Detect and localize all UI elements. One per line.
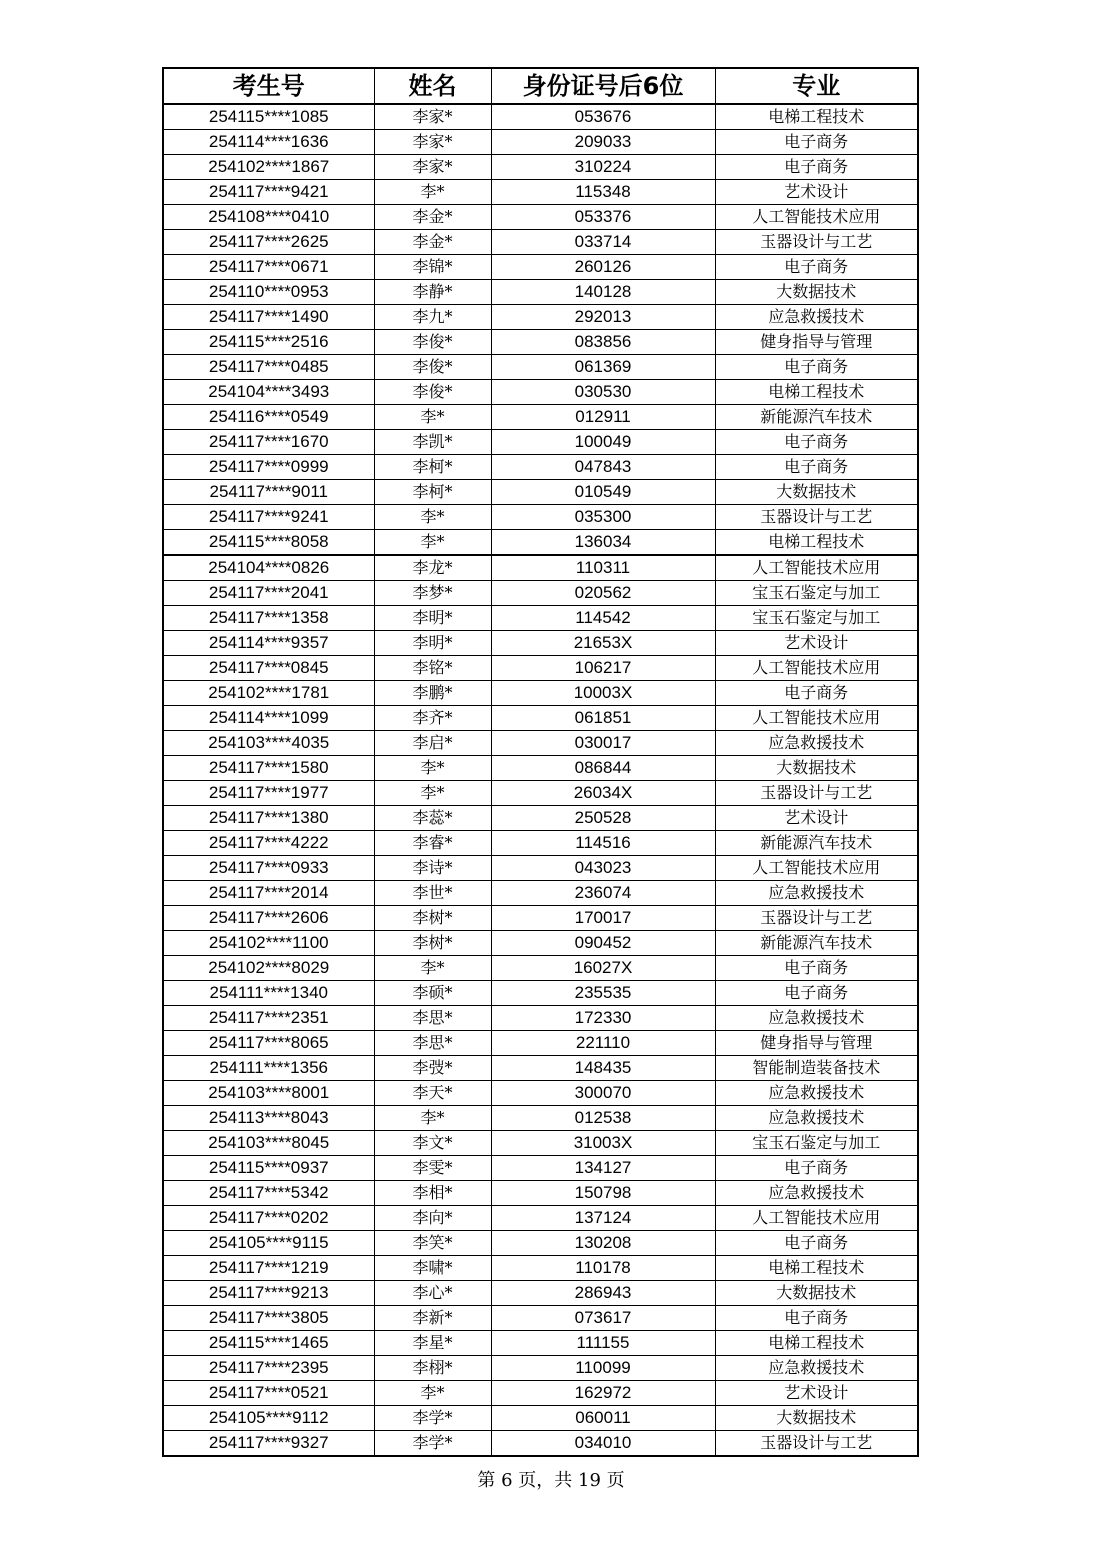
cell-id-last6: 053676 (491, 104, 715, 130)
cell-id-last6: 047843 (491, 455, 715, 480)
cell-id-last6: 083856 (491, 330, 715, 355)
cell-major: 电子商务 (715, 455, 918, 480)
table-row (163, 530, 918, 556)
cell-exam-number: 254117****0999 (163, 455, 374, 480)
cell-major: 电子商务 (715, 155, 918, 180)
table-row (163, 931, 918, 956)
table-row (163, 1006, 918, 1031)
cell-id-last6: 236074 (491, 881, 715, 906)
cell-major: 电子商务 (715, 430, 918, 455)
table-row (163, 230, 918, 255)
cell-id-last6: 073617 (491, 1306, 715, 1331)
cell-name: 李相* (374, 1181, 491, 1206)
cell-id-last6: 033714 (491, 230, 715, 255)
cell-id-last6: 030017 (491, 731, 715, 756)
cell-id-last6: 012911 (491, 405, 715, 430)
cell-exam-number: 254114****1636 (163, 130, 374, 155)
cell-name: 李俊* (374, 330, 491, 355)
cell-id-last6: 292013 (491, 305, 715, 330)
table-row (163, 1306, 918, 1331)
cell-name: 李诗* (374, 856, 491, 881)
cell-id-last6: 221110 (491, 1031, 715, 1056)
cell-exam-number: 254102****1867 (163, 155, 374, 180)
table-row (163, 581, 918, 606)
cell-id-last6: 035300 (491, 505, 715, 530)
cell-id-last6: 250528 (491, 806, 715, 831)
cell-major: 人工智能技术应用 (715, 1206, 918, 1231)
cell-exam-number: 254114****9357 (163, 631, 374, 656)
table-row (163, 104, 918, 130)
table-row (163, 1056, 918, 1081)
cell-name: 李梦* (374, 581, 491, 606)
cell-major: 电子商务 (715, 956, 918, 981)
cell-major: 大数据技术 (715, 756, 918, 781)
cell-major: 人工智能技术应用 (715, 555, 918, 581)
cell-major: 电子商务 (715, 681, 918, 706)
cell-exam-number: 254117****9011 (163, 480, 374, 505)
table-row (163, 856, 918, 881)
cell-name: 李弢* (374, 1056, 491, 1081)
cell-exam-number: 254117****9327 (163, 1431, 374, 1457)
cell-major: 玉器设计与工艺 (715, 906, 918, 931)
cell-major: 玉器设计与工艺 (715, 230, 918, 255)
cell-name: 李启* (374, 731, 491, 756)
cell-major: 玉器设计与工艺 (715, 781, 918, 806)
cell-exam-number: 254117****1670 (163, 430, 374, 455)
cell-major: 健身指导与管理 (715, 1031, 918, 1056)
table-row (163, 155, 918, 180)
cell-id-last6: 020562 (491, 581, 715, 606)
cell-name: 李* (374, 781, 491, 806)
cell-major: 艺术设计 (715, 631, 918, 656)
cell-id-last6: 148435 (491, 1056, 715, 1081)
cell-name: 李静* (374, 280, 491, 305)
cell-id-last6: 110099 (491, 1356, 715, 1381)
table-row (163, 130, 918, 155)
cell-name: 李柯* (374, 455, 491, 480)
cell-exam-number: 254111****1340 (163, 981, 374, 1006)
table-row (163, 1231, 918, 1256)
cell-major: 大数据技术 (715, 1406, 918, 1431)
cell-exam-number: 254117****0485 (163, 355, 374, 380)
cell-major: 宝玉石鉴定与加工 (715, 1131, 918, 1156)
cell-name: 李锦* (374, 255, 491, 280)
cell-exam-number: 254117****1219 (163, 1256, 374, 1281)
cell-major: 应急救援技术 (715, 305, 918, 330)
table-row (163, 731, 918, 756)
cell-major: 应急救援技术 (715, 1356, 918, 1381)
cell-id-last6: 10003X (491, 681, 715, 706)
cell-exam-number: 254117****2606 (163, 906, 374, 931)
table-row (163, 1431, 918, 1457)
cell-name: 李笑* (374, 1231, 491, 1256)
cell-id-last6: 137124 (491, 1206, 715, 1231)
cell-id-last6: 286943 (491, 1281, 715, 1306)
cell-name: 李新* (374, 1306, 491, 1331)
cell-name: 李九* (374, 305, 491, 330)
cell-id-last6: 162972 (491, 1381, 715, 1406)
cell-major: 电子商务 (715, 1156, 918, 1181)
cell-id-last6: 172330 (491, 1006, 715, 1031)
cell-name: 李齐* (374, 706, 491, 731)
cell-id-last6: 061369 (491, 355, 715, 380)
cell-exam-number: 254117****0671 (163, 255, 374, 280)
cell-major: 艺术设计 (715, 180, 918, 205)
cell-id-last6: 043023 (491, 856, 715, 881)
table-row (163, 756, 918, 781)
cell-exam-number: 254117****9213 (163, 1281, 374, 1306)
cell-exam-number: 254117****3805 (163, 1306, 374, 1331)
cell-major: 电梯工程技术 (715, 530, 918, 556)
page-footer: 第 6 页，共 19 页 (477, 1470, 625, 1491)
cell-major: 宝玉石鉴定与加工 (715, 581, 918, 606)
cell-exam-number: 254117****4222 (163, 831, 374, 856)
header-id-last6: 身份证号后6位 (491, 68, 715, 104)
cell-id-last6: 060011 (491, 1406, 715, 1431)
table-row (163, 806, 918, 831)
cell-major: 大数据技术 (715, 480, 918, 505)
cell-id-last6: 31003X (491, 1131, 715, 1156)
cell-major: 电梯工程技术 (715, 1331, 918, 1356)
cell-id-last6: 114516 (491, 831, 715, 856)
cell-exam-number: 254105****9115 (163, 1231, 374, 1256)
cell-name: 李* (374, 405, 491, 430)
cell-name: 李树* (374, 906, 491, 931)
cell-exam-number: 254117****1358 (163, 606, 374, 631)
cell-name: 李铭* (374, 656, 491, 681)
cell-id-last6: 16027X (491, 956, 715, 981)
cell-exam-number: 254117****2395 (163, 1356, 374, 1381)
cell-major: 健身指导与管理 (715, 330, 918, 355)
cell-major: 电子商务 (715, 1231, 918, 1256)
cell-id-last6: 170017 (491, 906, 715, 931)
cell-exam-number: 254117****8065 (163, 1031, 374, 1056)
cell-name: 李栩* (374, 1356, 491, 1381)
cell-exam-number: 254117****1977 (163, 781, 374, 806)
table-row (163, 681, 918, 706)
cell-major: 电子商务 (715, 355, 918, 380)
cell-id-last6: 010549 (491, 480, 715, 505)
cell-name: 李学* (374, 1406, 491, 1431)
cell-id-last6: 209033 (491, 130, 715, 155)
cell-id-last6: 106217 (491, 656, 715, 681)
table-row (163, 430, 918, 455)
cell-major: 艺术设计 (715, 1381, 918, 1406)
cell-name: 李睿* (374, 831, 491, 856)
cell-name: 李蕊* (374, 806, 491, 831)
table-row (163, 1406, 918, 1431)
cell-id-last6: 115348 (491, 180, 715, 205)
table-row (163, 405, 918, 430)
cell-name: 李* (374, 956, 491, 981)
cell-exam-number: 254117****1380 (163, 806, 374, 831)
cell-major: 应急救援技术 (715, 881, 918, 906)
table-row (163, 555, 918, 581)
cell-name: 李俊* (374, 380, 491, 405)
cell-name: 李家* (374, 155, 491, 180)
table-row (163, 706, 918, 731)
header-major: 专业 (715, 68, 918, 104)
table-header-row (163, 68, 918, 104)
cell-exam-number: 254116****0549 (163, 405, 374, 430)
cell-name: 李明* (374, 606, 491, 631)
cell-name: 李金* (374, 205, 491, 230)
cell-major: 电子商务 (715, 981, 918, 1006)
cell-id-last6: 100049 (491, 430, 715, 455)
table-row (163, 781, 918, 806)
table-row (163, 1081, 918, 1106)
cell-name: 李明* (374, 631, 491, 656)
cell-exam-number: 254117****5342 (163, 1181, 374, 1206)
cell-id-last6: 114542 (491, 606, 715, 631)
cell-name: 李思* (374, 1031, 491, 1056)
cell-major: 应急救援技术 (715, 731, 918, 756)
cell-exam-number: 254115****2516 (163, 330, 374, 355)
cell-name: 李* (374, 756, 491, 781)
cell-exam-number: 254117****1580 (163, 756, 374, 781)
table-row (163, 1381, 918, 1406)
cell-major: 新能源汽车技术 (715, 931, 918, 956)
table-row (163, 380, 918, 405)
cell-major: 人工智能技术应用 (715, 856, 918, 881)
table-row (163, 881, 918, 906)
cell-major: 电子商务 (715, 255, 918, 280)
cell-major: 电子商务 (715, 1306, 918, 1331)
cell-name: 李鹏* (374, 681, 491, 706)
table-row (163, 355, 918, 380)
table-row (163, 1156, 918, 1181)
cell-name: 李* (374, 530, 491, 556)
table-row (163, 480, 918, 505)
cell-exam-number: 254115****8058 (163, 530, 374, 556)
cell-name: 李金* (374, 230, 491, 255)
cell-exam-number: 254102****1781 (163, 681, 374, 706)
cell-major: 电梯工程技术 (715, 1256, 918, 1281)
cell-name: 李向* (374, 1206, 491, 1231)
table-row (163, 330, 918, 355)
table-row (163, 831, 918, 856)
cell-major: 宝玉石鉴定与加工 (715, 606, 918, 631)
cell-name: 李雯* (374, 1156, 491, 1181)
cell-id-last6: 111155 (491, 1331, 715, 1356)
cell-id-last6: 090452 (491, 931, 715, 956)
cell-major: 电梯工程技术 (715, 104, 918, 130)
table-row (163, 1206, 918, 1231)
cell-name: 李星* (374, 1331, 491, 1356)
cell-exam-number: 254113****8043 (163, 1106, 374, 1131)
cell-exam-number: 254103****8045 (163, 1131, 374, 1156)
table-row (163, 1131, 918, 1156)
cell-exam-number: 254117****2351 (163, 1006, 374, 1031)
cell-exam-number: 254115****1085 (163, 104, 374, 130)
cell-name: 李家* (374, 130, 491, 155)
cell-id-last6: 012538 (491, 1106, 715, 1131)
table-row (163, 180, 918, 205)
cell-id-last6: 300070 (491, 1081, 715, 1106)
cell-major: 人工智能技术应用 (715, 656, 918, 681)
cell-id-last6: 034010 (491, 1431, 715, 1457)
cell-major: 应急救援技术 (715, 1106, 918, 1131)
cell-name: 李啸* (374, 1256, 491, 1281)
cell-name: 李龙* (374, 555, 491, 581)
cell-name: 李* (374, 505, 491, 530)
cell-major: 应急救援技术 (715, 1181, 918, 1206)
table-row (163, 255, 918, 280)
cell-exam-number: 254110****0953 (163, 280, 374, 305)
cell-name: 李家* (374, 104, 491, 130)
cell-major: 人工智能技术应用 (715, 205, 918, 230)
table-row (163, 455, 918, 480)
cell-exam-number: 254105****9112 (163, 1406, 374, 1431)
cell-id-last6: 140128 (491, 280, 715, 305)
cell-exam-number: 254104****3493 (163, 380, 374, 405)
cell-name: 李柯* (374, 480, 491, 505)
cell-name: 李树* (374, 931, 491, 956)
cell-id-last6: 061851 (491, 706, 715, 731)
cell-exam-number: 254102****8029 (163, 956, 374, 981)
table-row (163, 280, 918, 305)
cell-id-last6: 235535 (491, 981, 715, 1006)
cell-id-last6: 134127 (491, 1156, 715, 1181)
admission-table (162, 67, 919, 1457)
cell-name: 李* (374, 1381, 491, 1406)
cell-major: 艺术设计 (715, 806, 918, 831)
cell-id-last6: 030530 (491, 380, 715, 405)
cell-id-last6: 053376 (491, 205, 715, 230)
cell-id-last6: 110178 (491, 1256, 715, 1281)
cell-exam-number: 254103****8001 (163, 1081, 374, 1106)
cell-exam-number: 254104****0826 (163, 555, 374, 581)
cell-major: 人工智能技术应用 (715, 706, 918, 731)
cell-exam-number: 254115****1465 (163, 1331, 374, 1356)
cell-id-last6: 136034 (491, 530, 715, 556)
cell-exam-number: 254111****1356 (163, 1056, 374, 1081)
cell-exam-number: 254117****2014 (163, 881, 374, 906)
cell-id-last6: 110311 (491, 555, 715, 581)
table-row (163, 981, 918, 1006)
cell-name: 李凯* (374, 430, 491, 455)
table-row (163, 631, 918, 656)
table-row (163, 656, 918, 681)
table-row (163, 906, 918, 931)
cell-major: 智能制造装备技术 (715, 1056, 918, 1081)
cell-major: 应急救援技术 (715, 1006, 918, 1031)
cell-id-last6: 26034X (491, 781, 715, 806)
cell-exam-number: 254117****2041 (163, 581, 374, 606)
header-name: 姓名 (374, 68, 491, 104)
table-row (163, 305, 918, 330)
cell-id-last6: 130208 (491, 1231, 715, 1256)
cell-major: 玉器设计与工艺 (715, 505, 918, 530)
cell-exam-number: 254114****1099 (163, 706, 374, 731)
cell-major: 新能源汽车技术 (715, 831, 918, 856)
table-body (163, 104, 918, 1456)
cell-exam-number: 254117****0521 (163, 1381, 374, 1406)
cell-id-last6: 260126 (491, 255, 715, 280)
cell-major: 大数据技术 (715, 1281, 918, 1306)
cell-name: 李文* (374, 1131, 491, 1156)
cell-name: 李* (374, 1106, 491, 1131)
header-exam-number: 考生号 (163, 68, 374, 104)
cell-name: 李思* (374, 1006, 491, 1031)
table-row (163, 606, 918, 631)
cell-exam-number: 254117****1490 (163, 305, 374, 330)
cell-major: 电梯工程技术 (715, 380, 918, 405)
table-row (163, 1281, 918, 1306)
cell-id-last6: 310224 (491, 155, 715, 180)
cell-exam-number: 254117****9421 (163, 180, 374, 205)
table-row (163, 1106, 918, 1131)
table-row (163, 1181, 918, 1206)
cell-major: 玉器设计与工艺 (715, 1431, 918, 1457)
cell-exam-number: 254115****0937 (163, 1156, 374, 1181)
table-row (163, 1256, 918, 1281)
cell-name: 李世* (374, 881, 491, 906)
table-row (163, 1031, 918, 1056)
cell-major: 应急救援技术 (715, 1081, 918, 1106)
table-row (163, 1331, 918, 1356)
table-row (163, 956, 918, 981)
cell-exam-number: 254108****0410 (163, 205, 374, 230)
cell-name: 李心* (374, 1281, 491, 1306)
cell-major: 新能源汽车技术 (715, 405, 918, 430)
cell-exam-number: 254117****9241 (163, 505, 374, 530)
table-row (163, 205, 918, 230)
table-row (163, 505, 918, 530)
cell-exam-number: 254117****2625 (163, 230, 374, 255)
cell-name: 李* (374, 180, 491, 205)
cell-major: 大数据技术 (715, 280, 918, 305)
cell-name: 李天* (374, 1081, 491, 1106)
cell-exam-number: 254117****0845 (163, 656, 374, 681)
cell-exam-number: 254117****0933 (163, 856, 374, 881)
cell-id-last6: 086844 (491, 756, 715, 781)
cell-exam-number: 254117****0202 (163, 1206, 374, 1231)
cell-id-last6: 21653X (491, 631, 715, 656)
cell-name: 李俊* (374, 355, 491, 380)
table-row (163, 1356, 918, 1381)
cell-exam-number: 254102****1100 (163, 931, 374, 956)
cell-id-last6: 150798 (491, 1181, 715, 1206)
cell-exam-number: 254103****4035 (163, 731, 374, 756)
cell-name: 李学* (374, 1431, 491, 1457)
cell-major: 电子商务 (715, 130, 918, 155)
cell-name: 李硕* (374, 981, 491, 1006)
